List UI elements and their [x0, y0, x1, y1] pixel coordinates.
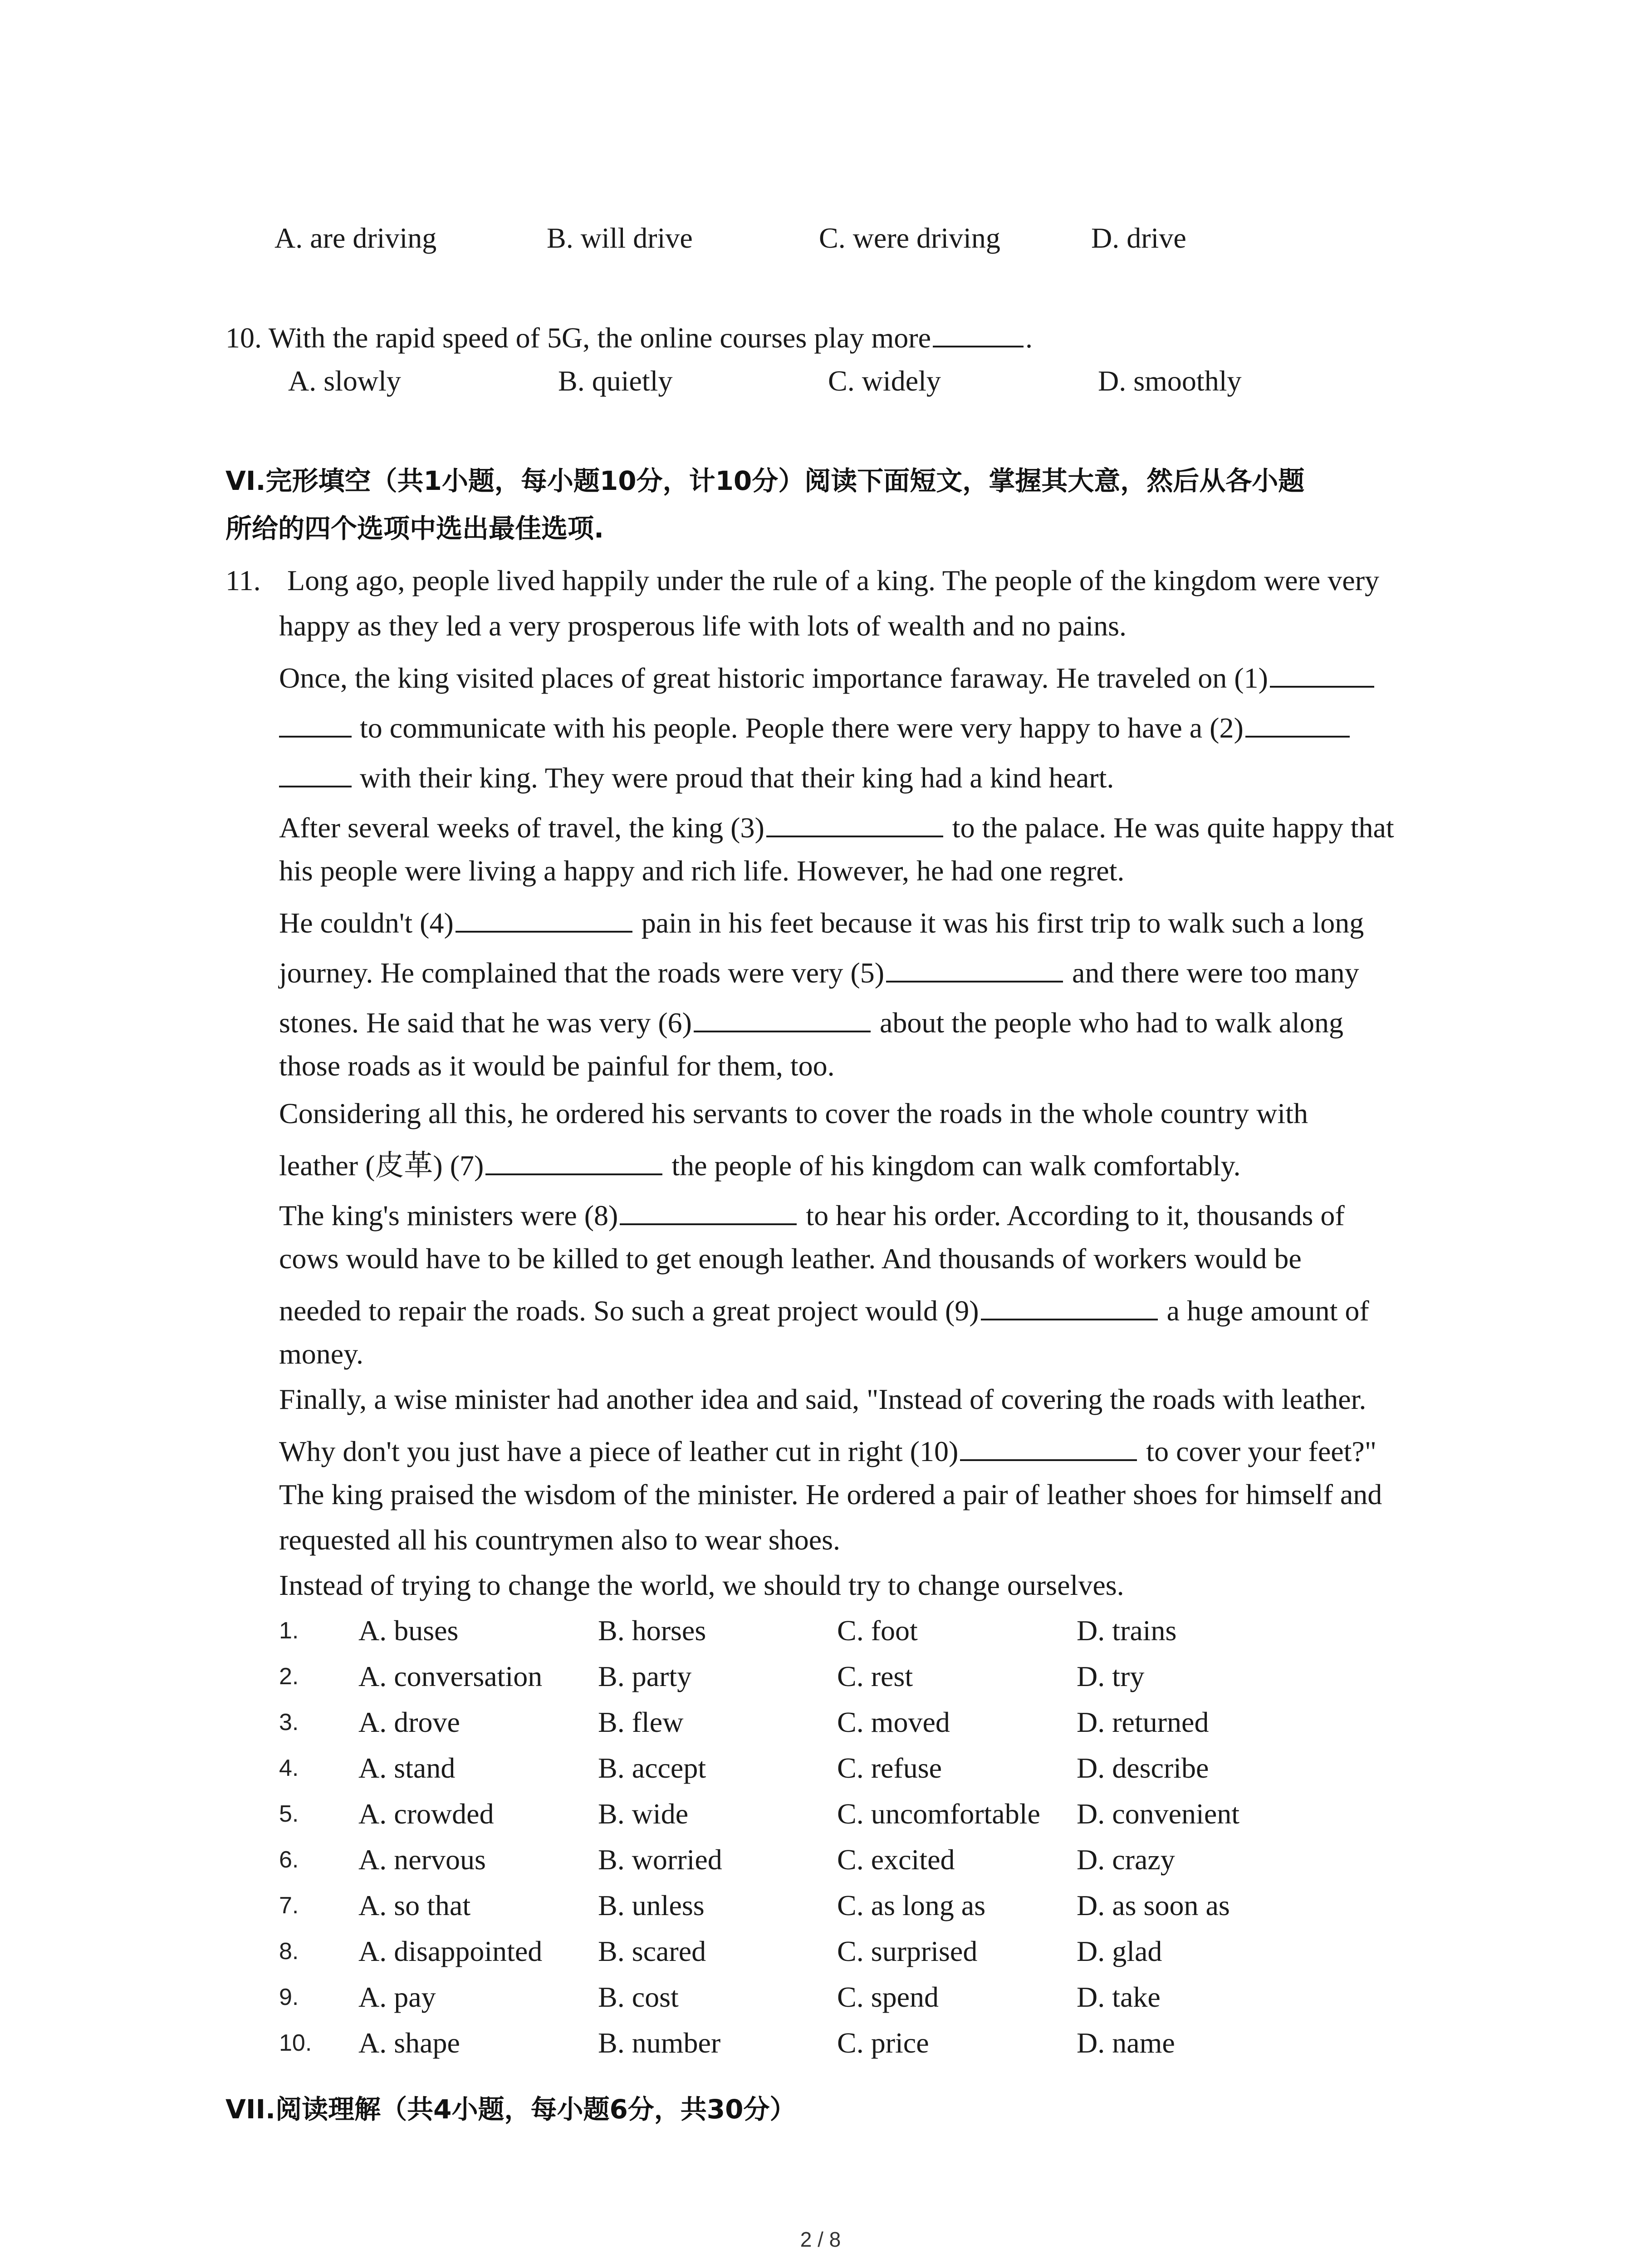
- cloze-row-number: 5.: [279, 1801, 299, 1827]
- q10-option-d: D. smoothly: [1098, 365, 1242, 397]
- cloze-option-b: B. scared: [598, 1935, 706, 1967]
- answer-blank-4: [456, 903, 632, 933]
- passage-text: the people of his kingdom can walk comfortably.: [671, 1149, 1241, 1182]
- cloze-option-d: D. convenient: [1077, 1798, 1239, 1830]
- cloze-option-d: D. describe: [1077, 1752, 1209, 1784]
- passage-number: 11.: [225, 564, 261, 596]
- q9-option-c: C. were driving: [819, 222, 1000, 254]
- cloze-option-d: D. try: [1077, 1660, 1145, 1692]
- section7-heading: VII.阅读理解（共4小题，每小题6分，共30分）: [225, 2094, 796, 2125]
- cloze-option-c: C. moved: [837, 1706, 950, 1738]
- passage-line: [279, 1290, 1369, 1329]
- passage-text: with their king. They were proud that their king had a kind heart.: [360, 762, 1114, 794]
- passage-line: happy as they led a very prosperous life with lots of wealth and no pains.: [279, 610, 1127, 642]
- passage-text: Once, the king visited places of great historic importance faraway. He traveled on (1): [279, 662, 1268, 694]
- passage-line: [279, 1145, 1241, 1184]
- passage-text: to hear his order. According to it, thousands of: [806, 1199, 1345, 1232]
- passage-line: his people were living a happy and rich life. However, he had one regret.: [279, 855, 1125, 887]
- cloze-option-d: D. crazy: [1077, 1843, 1175, 1876]
- passage-text: leather (皮革) (7): [279, 1149, 484, 1182]
- passage-line: The king praised the wisdom of the minister. He ordered a pair of leather shoes for himself and: [279, 1478, 1382, 1510]
- q10-stem: [225, 318, 1033, 356]
- cloze-option-b: B. horses: [598, 1614, 706, 1647]
- cloze-option-d: D. trains: [1077, 1614, 1177, 1647]
- answer-blank-9: [981, 1290, 1158, 1320]
- cloze-row-number: 4.: [279, 1755, 299, 1781]
- q10-option-a: A. slowly: [288, 365, 401, 397]
- passage-text: He couldn't (4): [279, 907, 454, 939]
- cloze-option-a: A. nervous: [358, 1843, 486, 1876]
- answer-blank-1-cont: [279, 708, 352, 738]
- cloze-option-d: D. name: [1077, 2027, 1175, 2059]
- cloze-option-b: B. party: [598, 1660, 692, 1692]
- answer-blank-2-cont: [279, 758, 352, 787]
- cloze-option-d: D. glad: [1077, 1935, 1162, 1967]
- passage-line: requested all his countrymen also to wear shoes.: [279, 1524, 840, 1556]
- cloze-option-a: A. buses: [358, 1614, 459, 1647]
- answer-blank-6: [694, 1002, 871, 1032]
- cloze-option-c: C. rest: [837, 1660, 913, 1692]
- passage-text: a huge amount of: [1166, 1295, 1369, 1327]
- cloze-option-a: A. shape: [358, 2027, 460, 2059]
- section6-heading-line2: 所给的四个选项中选出最佳选项.: [225, 513, 604, 544]
- passage-text: After several weeks of travel, the king (3): [279, 811, 764, 844]
- cloze-row-number: 3.: [279, 1709, 299, 1735]
- cloze-option-c: C. surprised: [837, 1935, 978, 1967]
- passage-text: and there were too many: [1072, 957, 1359, 989]
- passage-line: [279, 903, 1364, 941]
- cloze-option-a: A. stand: [358, 1752, 456, 1784]
- cloze-row-number: 6.: [279, 1847, 299, 1873]
- cloze-option-c: C. as long as: [837, 1889, 986, 1921]
- passage-line: [279, 953, 1359, 991]
- answer-blank-2: [1245, 708, 1350, 738]
- cloze-option-c: C. excited: [837, 1843, 955, 1876]
- q10-number: 10.: [225, 322, 262, 354]
- cloze-option-c: C. spend: [837, 1981, 939, 2013]
- answer-blank-10: [960, 1431, 1137, 1461]
- cloze-option-a: A. crowded: [358, 1798, 494, 1830]
- passage-text: pain in his feet because it was his first trip to walk such a long: [641, 907, 1364, 939]
- q10-stem-text: With the rapid speed of 5G, the online courses play more: [268, 322, 931, 354]
- cloze-row-number: 2.: [279, 1663, 299, 1690]
- passage-line: [279, 807, 1394, 846]
- cloze-option-b: B. accept: [598, 1752, 706, 1784]
- passage-line: [279, 1431, 1376, 1470]
- q10-option-b: B. quietly: [558, 365, 673, 397]
- passage-text: to the palace. He was quite happy that: [952, 811, 1394, 844]
- answer-blank-8: [620, 1195, 797, 1225]
- answer-blank-1: [1270, 658, 1374, 688]
- cloze-option-a: A. disappointed: [358, 1935, 543, 1967]
- passage-line: Finally, a wise minister had another idea and said, "Instead of covering the roads with leather.: [279, 1383, 1367, 1415]
- passage-line: Instead of trying to change the world, we should try to change ourselves.: [279, 1569, 1124, 1601]
- cloze-option-b: B. cost: [598, 1981, 679, 2013]
- passage-line: Considering all this, he ordered his servants to cover the roads in the whole country with: [279, 1097, 1308, 1129]
- cloze-option-b: B. number: [598, 2027, 721, 2059]
- cloze-row-number: 8.: [279, 1938, 299, 1965]
- cloze-option-d: D. as soon as: [1077, 1889, 1230, 1921]
- cloze-row-number: 10.: [279, 2030, 312, 2056]
- passage-line: Long ago, people lived happily under the rule of a king. The people of the kingdom were very: [287, 564, 1379, 596]
- passage-line: [279, 1002, 1343, 1041]
- passage-text: to cover your feet?": [1146, 1435, 1376, 1467]
- passage-text: needed to repair the roads. So such a great project would (9): [279, 1295, 979, 1327]
- q10-option-c: C. widely: [828, 365, 941, 397]
- cloze-option-b: B. wide: [598, 1798, 689, 1830]
- passage-line: [279, 1195, 1345, 1234]
- cloze-option-c: C. uncomfortable: [837, 1798, 1040, 1830]
- cloze-option-d: D. take: [1077, 1981, 1161, 2013]
- cloze-option-b: B. worried: [598, 1843, 722, 1876]
- cloze-option-a: A. drove: [358, 1706, 460, 1738]
- cloze-option-a: A. pay: [358, 1981, 436, 2013]
- passage-line: [279, 708, 1352, 746]
- q9-option-a: A. are driving: [274, 222, 437, 254]
- passage-line: money.: [279, 1338, 364, 1370]
- answer-blank-5: [886, 953, 1063, 982]
- passage-line: cows would have to be killed to get enough leather. And thousands of workers would be: [279, 1242, 1302, 1275]
- q9-option-b: B. will drive: [547, 222, 693, 254]
- cloze-option-c: C. price: [837, 2027, 929, 2059]
- page-number: 2 / 8: [800, 2228, 841, 2251]
- cloze-option-c: C. foot: [837, 1614, 918, 1647]
- passage-line: those roads as it would be painful for them, too.: [279, 1050, 835, 1082]
- passage-text: to communicate with his people. People there were very happy to have a (2): [360, 712, 1244, 744]
- cloze-row-number: 7.: [279, 1892, 299, 1919]
- answer-blank-7: [485, 1145, 662, 1175]
- answer-blank: [933, 318, 1024, 347]
- cloze-option-a: A. conversation: [358, 1660, 543, 1692]
- cloze-option-b: B. flew: [598, 1706, 684, 1738]
- q9-option-d: D. drive: [1091, 222, 1186, 254]
- q10-stem-end: .: [1025, 322, 1033, 354]
- cloze-row-number: 1.: [279, 1618, 299, 1644]
- cloze-row-number: 9.: [279, 1984, 299, 2010]
- cloze-option-b: B. unless: [598, 1889, 705, 1921]
- passage-text: journey. He complained that the roads were very (5): [279, 957, 884, 989]
- passage-text: about the people who had to walk along: [879, 1007, 1343, 1039]
- cloze-option-c: C. refuse: [837, 1752, 942, 1784]
- passage-text: The king's ministers were (8): [279, 1199, 618, 1232]
- passage-line: [279, 758, 1114, 796]
- cloze-option-d: D. returned: [1077, 1706, 1209, 1738]
- cloze-option-a: A. so that: [358, 1889, 471, 1921]
- passage-text: stones. He said that he was very (6): [279, 1007, 692, 1039]
- answer-blank-3: [766, 807, 943, 837]
- passage-line: [279, 658, 1376, 696]
- passage-text: Why don't you just have a piece of leather cut in right (10): [279, 1435, 959, 1467]
- section6-heading-line1: VI.完形填空（共1小题，每小题10分，计10分）阅读下面短文，掌握其大意，然后从各小题: [225, 465, 1305, 496]
